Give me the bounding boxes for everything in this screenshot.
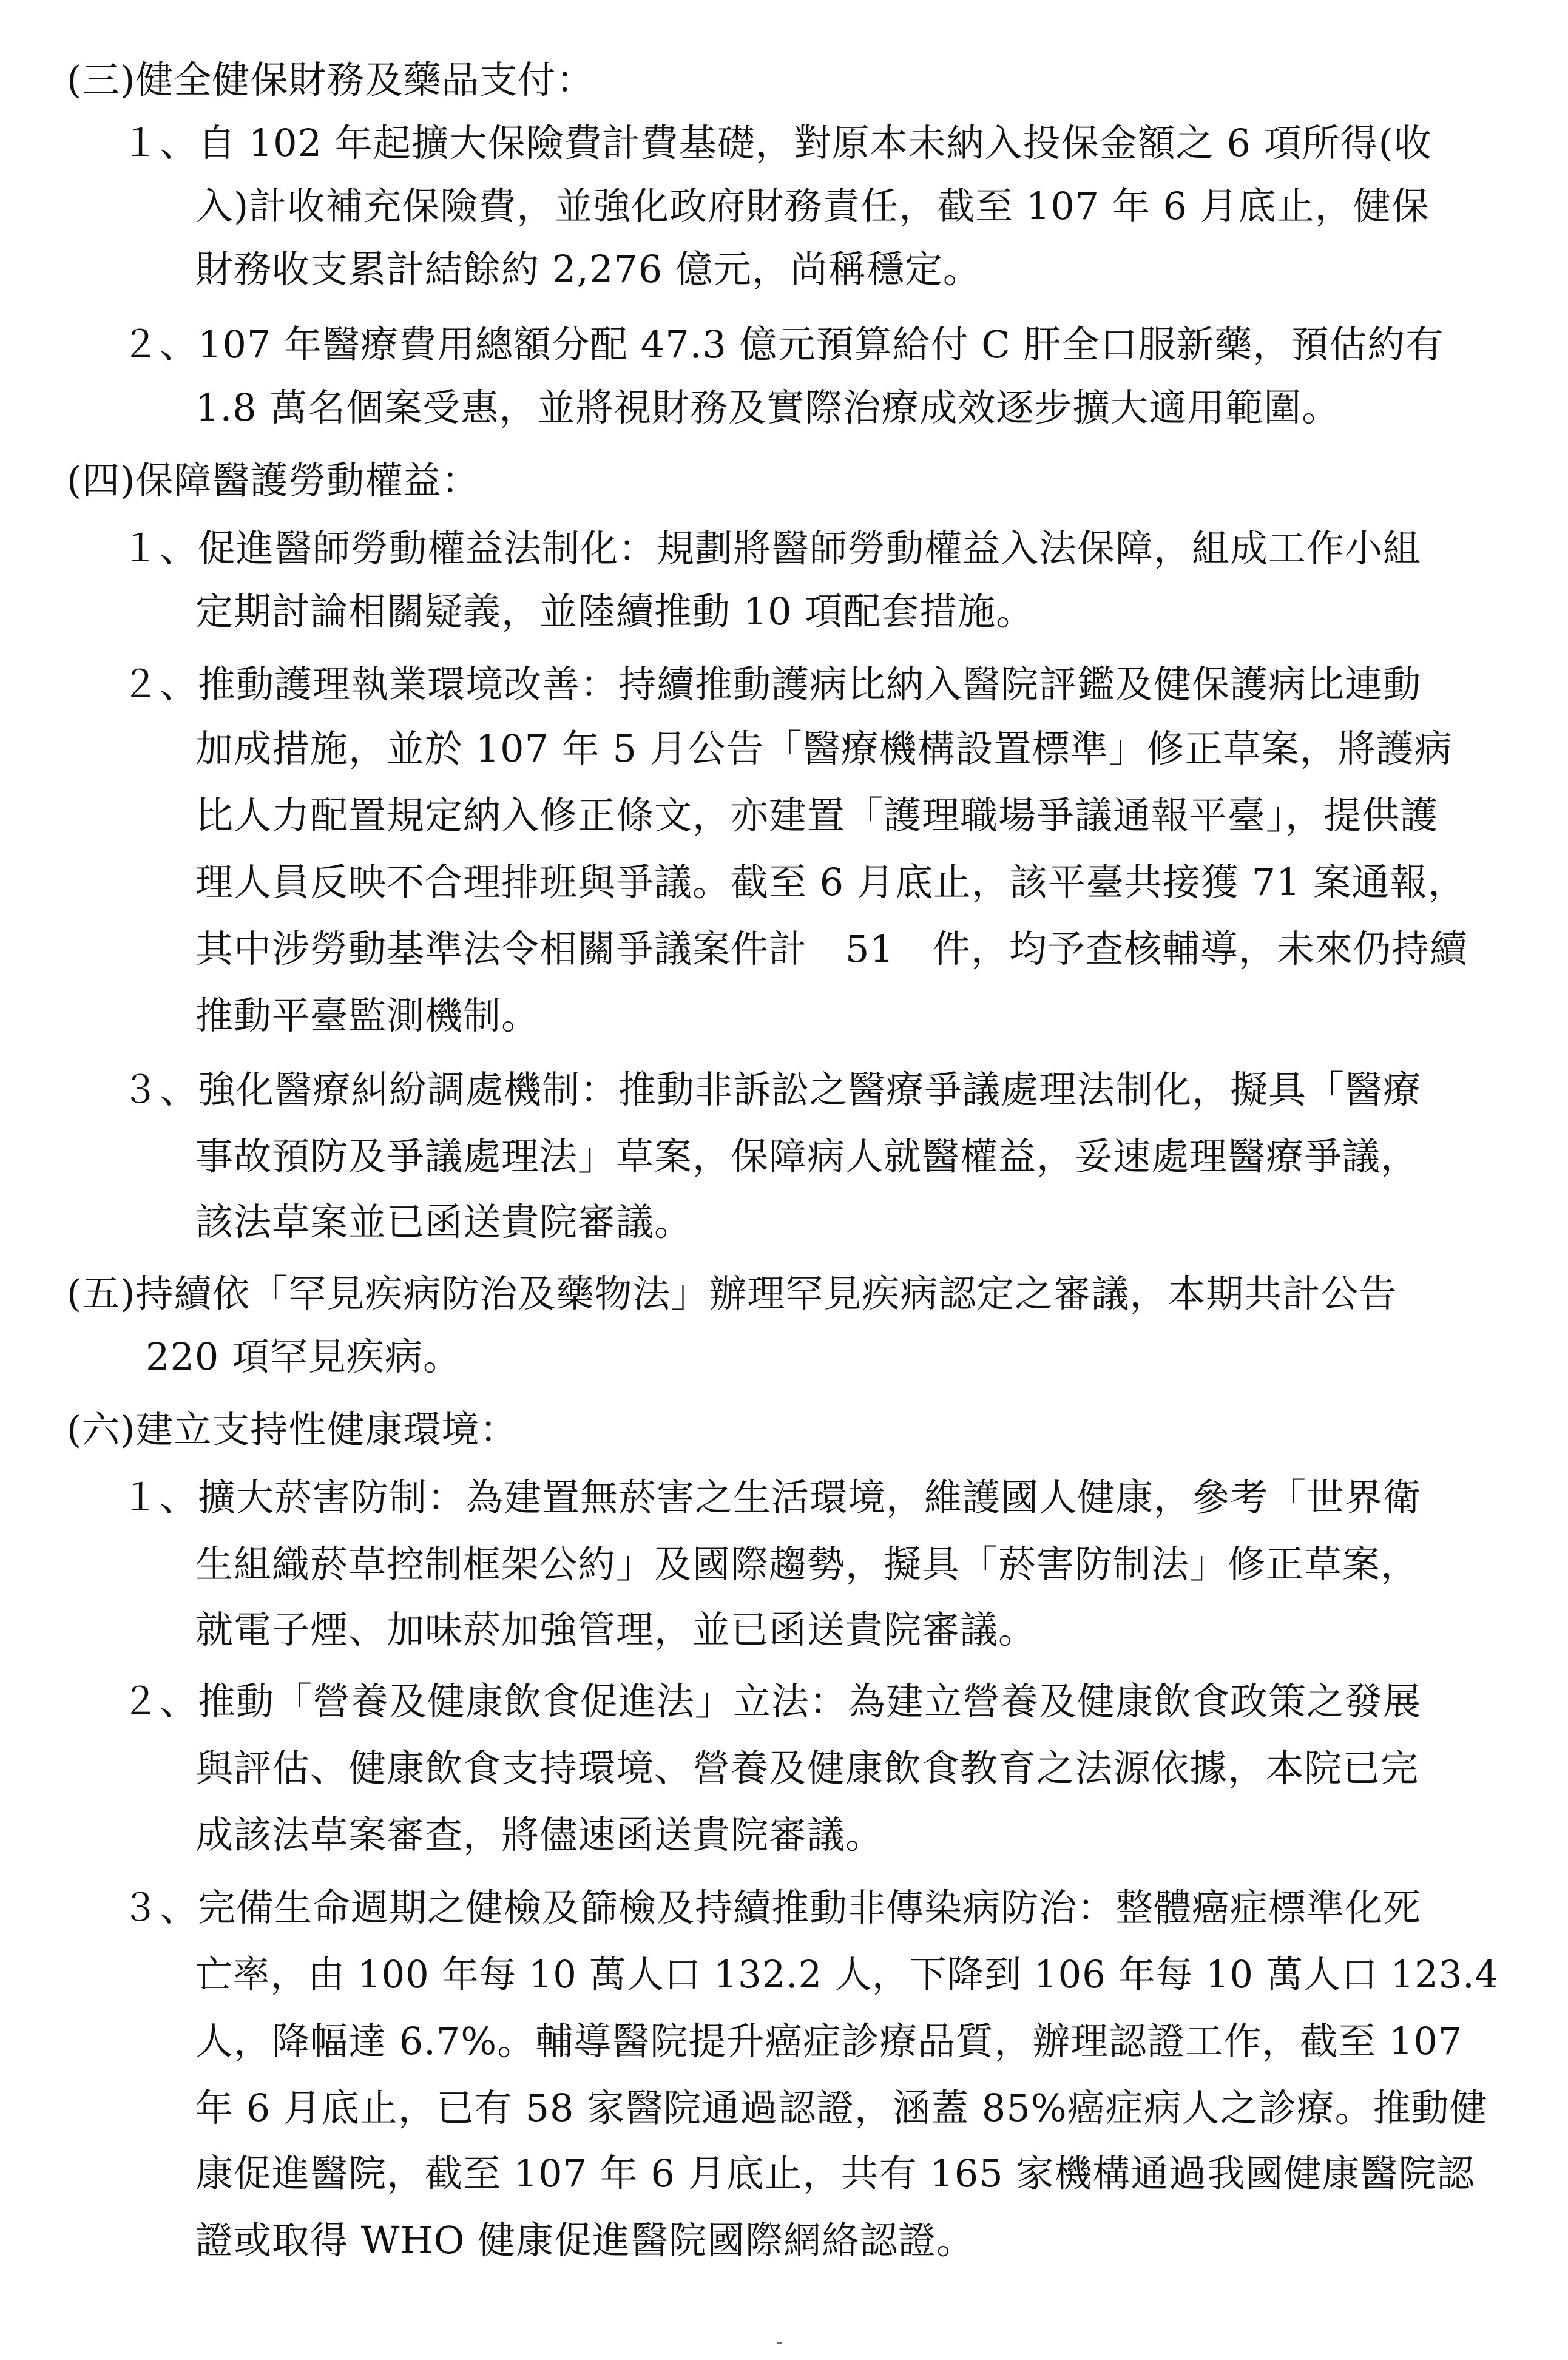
item-4-1-line-1: １、促進醫師勞動權益法制化：規劃將醫師勞動權益入法保障，組成工作小組	[121, 526, 1422, 570]
item-4-2-line-6: 推動平臺監測機制。	[195, 993, 540, 1038]
scan-speck	[777, 2342, 782, 2344]
item-6-3-line-1: ３、完備生命週期之健檢及篩檢及持續推動非傳染病防治：整體癌症標準化死	[121, 1885, 1422, 1930]
item-6-1-line-1: １、擴大菸害防制：為建置無菸害之生活環境，維護國人健康，參考「世界衛	[121, 1475, 1422, 1520]
item-4-3-line-3: 該法草案並已函送貴院審議。	[195, 1200, 693, 1244]
item-6-3-line-4: 年 6 月底止，已有 58 家醫院通過認證，涵蓋 85%癌症病人之診療。推動健	[195, 2086, 1488, 2130]
item-4-2-line-5: 其中涉勞動基準法令相關爭議案件計 51 件，均予查核輔導，未來仍持續	[195, 927, 1468, 971]
section-5-line-1: (五)持續依「罕見疾病防治及藥物法」辦理罕見疾病認定之審議，本期共計公告	[67, 1271, 1397, 1316]
section-heading-3: (三)健全健保財務及藥品支付：	[67, 58, 595, 102]
item-6-1-line-2: 生組織菸草控制框架公約」及國際趨勢，擬具「菸害防制法」修正草案，	[195, 1542, 1419, 1586]
item-6-2-line-1: ２、推動「營養及健康飲食促進法」立法：為建立營養及健康飲食政策之發展	[121, 1679, 1422, 1723]
item-4-2-line-1: ２、推動護理執業環境改善：持續推動護病比納入醫院評鑑及健保護病比連動	[121, 662, 1422, 706]
item-6-3-line-5: 康促進醫院，截至 107 年 6 月底止，共有 165 家機構通過我國健康醫院認	[195, 2151, 1475, 2196]
section-heading-6: (六)建立支持性健康環境：	[67, 1407, 518, 1452]
item-6-2-line-2: 與評估、健康飲食支持環境、營養及健康飲食教育之法源依據，本院已完	[195, 1746, 1419, 1790]
item-6-1-line-3: 就電子煙、加味菸加強管理，並已函送貴院審議。	[195, 1608, 1037, 1652]
item-3-2-line-2: 1.8 萬名個案受惠，並將視財務及實際治療成效逐步擴大適用範圍。	[195, 385, 1340, 430]
item-4-1-line-2: 定期討論相關疑義，並陸續推動 10 項配套措施。	[195, 589, 1035, 634]
item-3-1-line-2: 入)計收補充保險費，並強化政府財務責任，截至 107 年 6 月底止，健保	[195, 184, 1430, 228]
item-4-2-line-2: 加成措施，並於 107 年 5 月公告「醫療機構設置標準」修正草案，將護病	[195, 726, 1453, 771]
item-4-2-line-3: 比人力配置規定納入修正條文，亦建置「護理職場爭議通報平臺」，提供護	[195, 793, 1439, 837]
section-heading-4: (四)保障醫護勞動權益：	[67, 458, 480, 502]
item-6-3-line-2: 亡率，由 100 年每 10 萬人口 132.2 人，下降到 106 年每 10 萬人口 123.4	[195, 1952, 1499, 1997]
item-6-3-line-3: 人，降幅達 6.7%。輔導醫院提升癌症診療品質，辦理認證工作，截至 107	[195, 2019, 1463, 2063]
item-3-1-line-3: 財務收支累計結餘約 2,276 億元，尚稱穩定。	[195, 247, 981, 291]
section-5-line-2: 220 項罕見疾病。	[146, 1334, 462, 1379]
item-3-2-line-1: ２、107 年醫療費用總額分配 47.3 億元預算給付 C 肝全口服新藥，預估約有	[121, 322, 1444, 367]
item-6-3-line-6: 證或取得 WHO 健康促進醫院國際網絡認證。	[195, 2218, 975, 2262]
item-6-2-line-3: 成該法草案審查，將儘速函送貴院審議。	[195, 1813, 884, 1857]
item-3-1-line-1: １、自 102 年起擴大保險費計費基礎，對原本未納入投保金額之 6 項所得(收	[121, 121, 1432, 165]
item-4-2-line-4: 理人員反映不合理排班與爭議。截至 6 月底止，該平臺共接獲 71 案通報，	[195, 860, 1467, 904]
item-4-3-line-2: 事故預防及爭議處理法」草案，保障病人就醫權益，妥速處理醫療爭議，	[195, 1134, 1419, 1178]
item-4-3-line-1: ３、強化醫療糾紛調處機制：推動非訴訟之醫療爭議處理法制化，擬具「醫療	[121, 1067, 1422, 1112]
